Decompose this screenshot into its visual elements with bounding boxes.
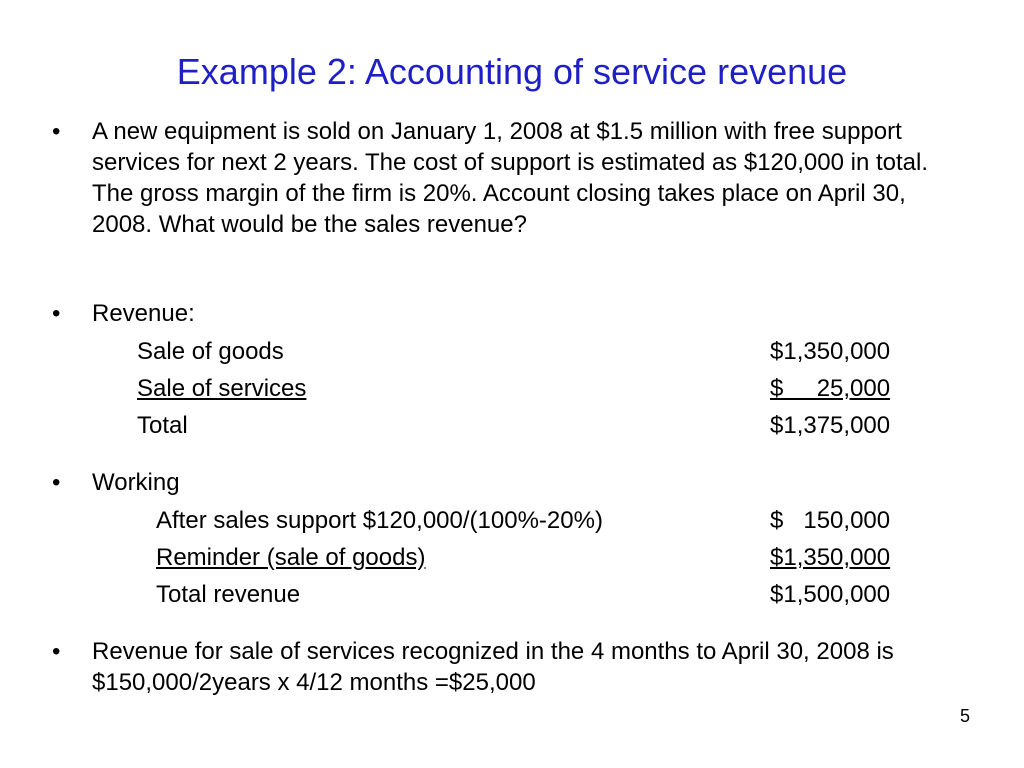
bullet-question-text: A new equipment is sold on January 1, 2008 at $1.5 million with free support services for next 2 years. The cost of support is estimated as $120,000 in total. The gross margin of the firm is 20%. Account closing takes place on April 30, 2008. What would be the sales revenue?: [92, 118, 928, 238]
page-number: 5: [959, 706, 970, 726]
revenue-row-amount: $1,350,000: [770, 338, 891, 365]
bullet-recognition: [52, 636, 952, 698]
working-row-amount: $1,350,000: [770, 544, 891, 571]
working-row-amount: $ 150,000: [770, 507, 891, 534]
working-row-amount: $1,500,000: [770, 581, 891, 608]
bullet-marker: •: [52, 300, 61, 327]
bullet-marker: •: [52, 118, 61, 145]
bullet-recognition-text: Revenue for sale of services recognized in the 4 months to April 30, 2008 is $150,000/2years x 4/12 months =$25,000: [92, 638, 894, 696]
bullet-working-text: Working: [92, 469, 180, 496]
bullet-revenue-text: Revenue:: [92, 300, 195, 327]
bullet-question: [52, 116, 952, 240]
working-row-label: After sales support $120,000/(100%-20%): [156, 507, 603, 534]
revenue-row-label: Sale of services: [137, 375, 307, 402]
revenue-row-amount: $ 25,000: [770, 375, 891, 402]
working-row-label: Reminder (sale of goods): [156, 544, 426, 571]
revenue-row-label: Sale of goods: [137, 338, 284, 365]
bullet-marker: •: [52, 638, 61, 665]
revenue-row-label: Total: [137, 412, 188, 439]
revenue-row-amount: $1,375,000: [770, 412, 891, 439]
bullet-working: [52, 467, 952, 498]
bullet-marker: •: [52, 469, 61, 496]
working-row-label: Total revenue: [156, 581, 301, 608]
bullet-revenue: [52, 298, 952, 329]
slide-title: Example 2: Accounting of service revenue: [176, 51, 848, 92]
